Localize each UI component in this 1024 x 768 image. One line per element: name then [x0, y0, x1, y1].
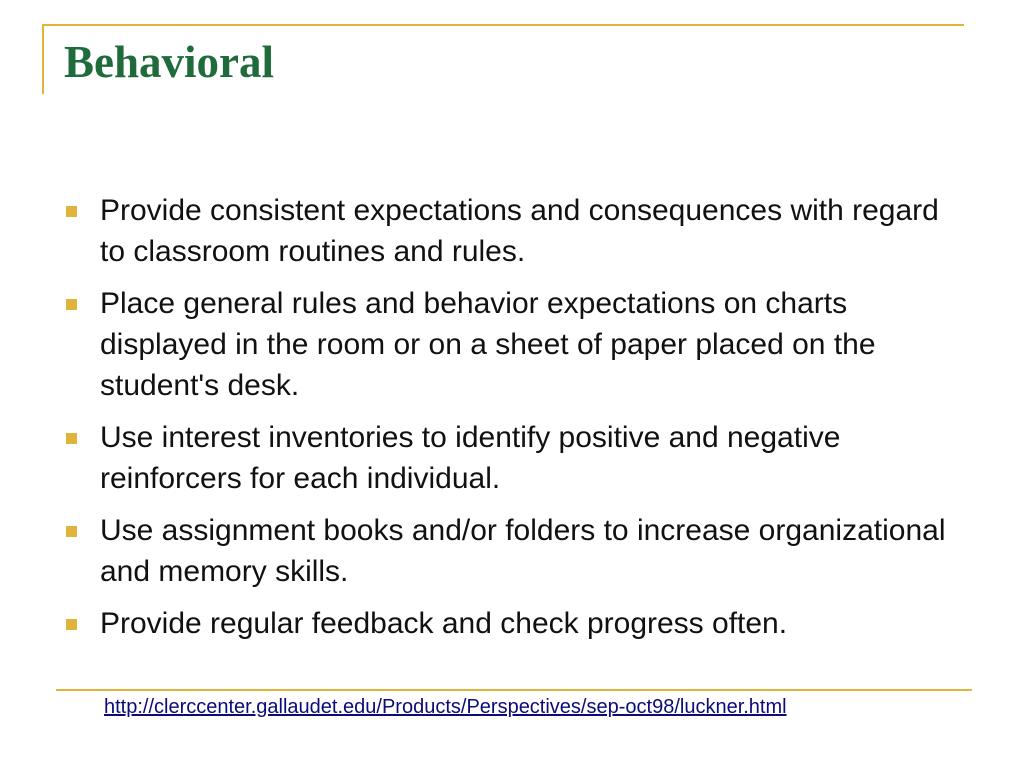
- footer-divider: [56, 689, 972, 691]
- bullet-item: [64, 283, 964, 406]
- bullet-text: Provide consistent expectations and consequences with regard to classroom routines and rules.: [100, 194, 939, 268]
- bullet-item: [64, 190, 964, 272]
- bullet-text: Use interest inventories to identify positive and negative reinforcers for each individual.: [100, 421, 841, 495]
- slide-title: Behavioral: [64, 37, 274, 87]
- bullet-item: [64, 510, 964, 592]
- source-link[interactable]: http://clerccenter.gallaudet.edu/Products/Perspectives/sep-oct98/luckner.html: [104, 696, 787, 718]
- square-bullet-icon: [66, 619, 77, 630]
- square-bullet-icon: [66, 433, 77, 444]
- bullet-text: Provide regular feedback and check progress often.: [100, 607, 788, 640]
- bullet-item: [64, 603, 964, 644]
- bullet-text: Place general rules and behavior expectations on charts displayed in the room or on a sheet of paper placed on the student's desk.: [100, 287, 876, 402]
- bullet-item: [64, 417, 964, 499]
- bullet-list: [64, 190, 964, 655]
- square-bullet-icon: [66, 299, 77, 310]
- title-accent-left-line: [42, 24, 44, 94]
- bullet-text: Use assignment books and/or folders to increase organizational and memory skills.: [100, 514, 946, 588]
- square-bullet-icon: [66, 206, 77, 217]
- title-accent-top-line: [42, 24, 964, 26]
- square-bullet-icon: [66, 526, 77, 537]
